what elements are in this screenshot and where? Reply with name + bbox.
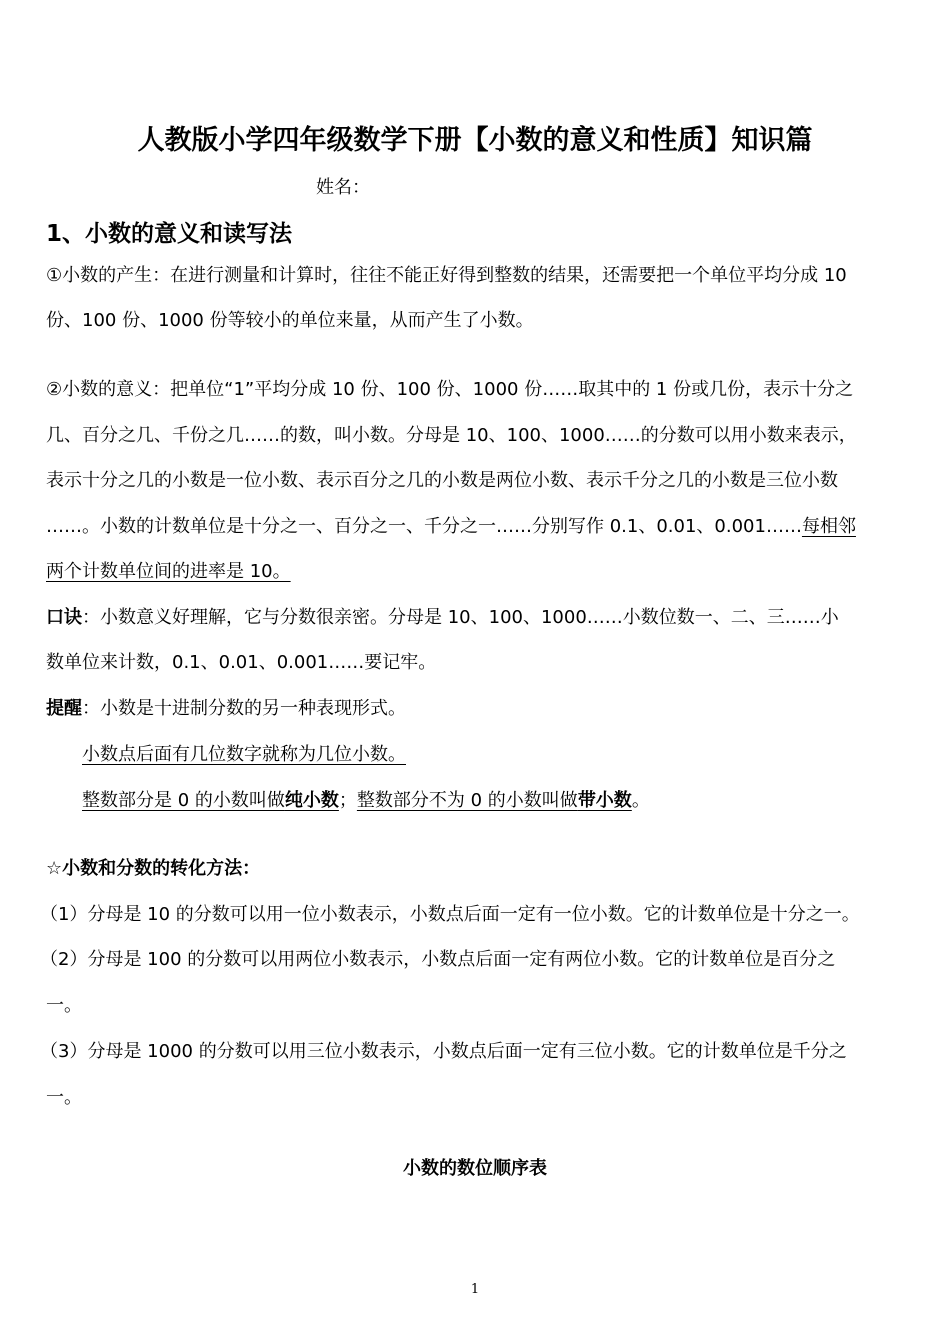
section-heading: 1、小数的意义和读写法 bbox=[46, 221, 293, 247]
reminder-line-3 bbox=[82, 789, 650, 813]
reminder-text: ：小数是十进制分数的另一种表现形式。 bbox=[82, 698, 406, 719]
conversion-item-2-line-1: （2）分母是 100 的分数可以用两位小数表示，小数点后面一定有两位小数。它的计数单位是百分之 bbox=[40, 949, 836, 970]
meaning-line-5-underlined: 两个计数单位间的进率是 10。 bbox=[46, 561, 291, 582]
mnemonic-line-1 bbox=[46, 606, 839, 630]
reminder-line-2-text: 小数点后面有几位数字就称为几位小数。 bbox=[82, 744, 406, 765]
pure-decimal-def bbox=[82, 790, 339, 811]
meaning-line-4-underlined: 每相邻 bbox=[801, 516, 856, 537]
meaning-line-2: 几、百分之几、千份之几……的数，叫小数。分母是 10、100、1000……的分数可以用小数来表示， bbox=[46, 425, 857, 446]
reminder-label: 提醒 bbox=[46, 698, 82, 719]
mixed-decimal-def bbox=[357, 790, 632, 811]
page-number: 1 bbox=[470, 1282, 480, 1297]
conversion-heading: ☆小数和分数的转化方法： bbox=[46, 858, 261, 879]
conversion-item-3-line-2: 一。 bbox=[46, 1087, 82, 1108]
meaning-line-4 bbox=[46, 515, 856, 539]
pure-decimal-text: 整数部分是 0 的小数叫做 bbox=[82, 790, 285, 811]
table-title: 小数的数位顺序表 bbox=[403, 1158, 547, 1179]
conversion-item-2-line-2: 一。 bbox=[46, 995, 82, 1016]
origin-line-1: ①小数的产生：在进行测量和计算时，往往不能正好得到整数的结果，还需要把一个单位平均分成 10 bbox=[46, 265, 847, 286]
origin-line-2: 份、100 份、1000 份等较小的单位来量，从而产生了小数。 bbox=[46, 310, 534, 331]
separator: ； bbox=[338, 790, 357, 811]
end-period: 。 bbox=[631, 790, 650, 811]
mixed-decimal-term: 带小数 bbox=[577, 790, 632, 811]
mnemonic-text: ：小数意义好理解，它与分数很亲密。分母是 10、100、1000……小数位数一、二、三……小 bbox=[82, 607, 839, 628]
conversion-item-1: （1）分母是 10 的分数可以用一位小数表示，小数点后面一定有一位小数。它的计数单位是十分之一。 bbox=[40, 904, 860, 925]
mixed-decimal-text: 整数部分不为 0 的小数叫做 bbox=[356, 790, 578, 811]
meaning-line-1: ②小数的意义：把单位“1”平均分成 10 份、100 份、1000 份……取其中的 1 份或几份，表示十分之 bbox=[46, 379, 854, 400]
pure-decimal-term: 纯小数 bbox=[284, 790, 339, 811]
conversion-item-3-line-1: （3）分母是 1000 的分数可以用三位小数表示，小数点后面一定有三位小数。它的计数单位是千分之 bbox=[40, 1041, 847, 1062]
meaning-line-3: 表示十分之几的小数是一位小数、表示百分之几的小数是两位小数、表示千分之几的小数是三位小数 bbox=[46, 470, 838, 491]
meaning-line-4-text: ……。小数的计数单位是十分之一、百分之一、千分之一……分别写作 0.1、0.01、0.001…… bbox=[46, 516, 802, 537]
reminder-line-1 bbox=[46, 697, 406, 721]
name-label: 姓名： bbox=[316, 177, 370, 198]
mnemonic-line-2: 数单位来计数，0.1、0.01、0.001……要记牢。 bbox=[46, 652, 437, 673]
reminder-line-2 bbox=[82, 743, 406, 767]
page-title: 人教版小学四年级数学下册【小数的意义和性质】知识篇 bbox=[137, 125, 813, 156]
meaning-line-5 bbox=[46, 560, 291, 584]
mnemonic-label: 口诀 bbox=[46, 607, 82, 628]
